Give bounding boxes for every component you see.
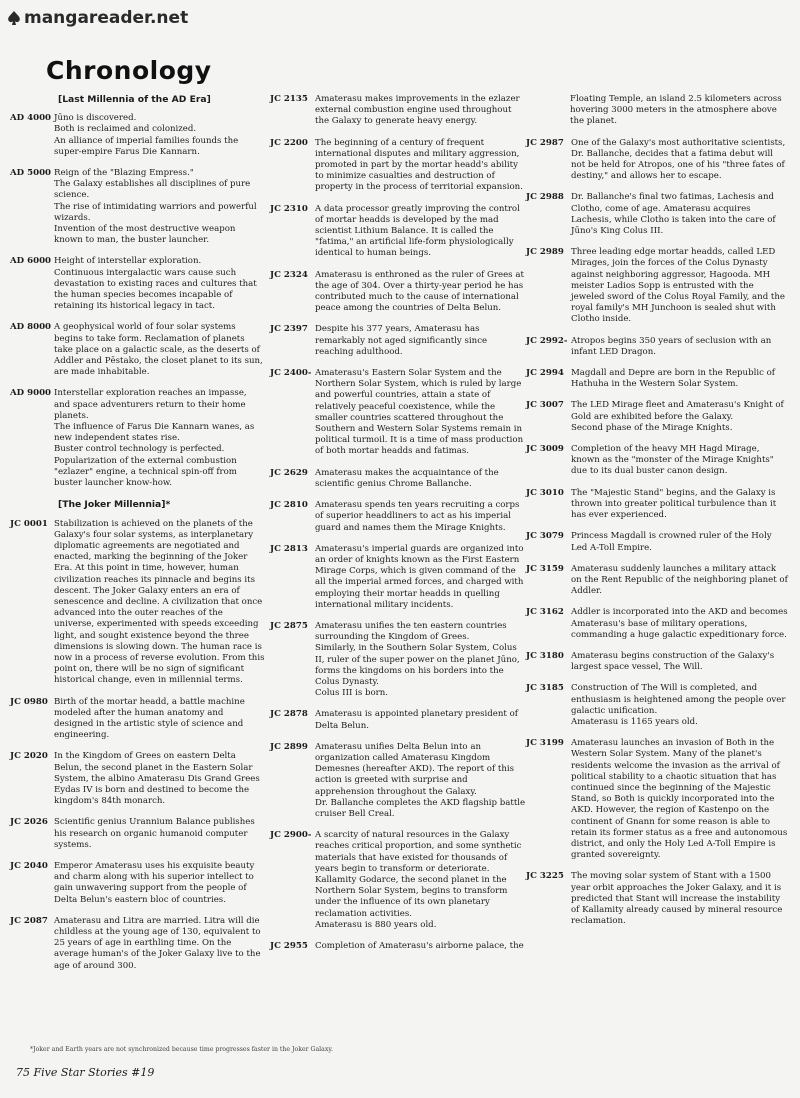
entry-date: JC 3180: [526, 650, 564, 661]
entry-text: Amaterasu begins construction of the Galaxy's largest space vessel, The Will.: [571, 650, 775, 673]
entry-text: Scientific genius Urannium Balance publishes his research on organic humanoid computer systems.: [54, 817, 255, 850]
entry-text: Amaterasu's Eastern Solar System and the Northern Solar System, which is ruled by large and powerful countries, attain a state of relatively peaceful coexistence, while the smaller countries scattered throughout the Southern and Western Solar Systems remain in political turmoil. It is a time of mass production of both mortar headds and fatimas.: [315, 368, 524, 457]
entry-text: Despite his 377 years, Amaterasu has remarkably not aged significantly since reaching adulthood.: [315, 324, 488, 357]
timeline-entry: [526, 247, 788, 325]
timeline-entry: [10, 697, 265, 742]
timeline-entry: [526, 531, 788, 553]
entry-date: JC 2875: [270, 620, 308, 631]
timeline-entry: [270, 544, 528, 611]
timeline-entry: [10, 751, 265, 807]
entry-text: Amaterasu is appointed planetary president of Delta Belun.: [315, 709, 518, 731]
timeline-entry: [526, 683, 788, 728]
section-heading-ad-era: [Last Millennia of the AD Era]: [58, 94, 211, 105]
entry-date: JC 2310: [270, 203, 308, 214]
timeline-entry: [526, 336, 788, 358]
timeline-entry: [10, 916, 265, 972]
entry-date: AD 6000: [10, 256, 52, 267]
entry-text: A geophysical world of four solar systems begins to take form. Reclamation of planets take place on a galactic scale, as the deserts of Addler and Pēstako, the closet planet to its sun, are made inhabitable.: [54, 322, 263, 378]
entry-text: Amaterasu is enthroned as the ruler of Grees at the age of 304. Over a thirty-year period he has contributed much to the cause of international peace among the countries of Delta Belun.: [315, 269, 524, 314]
entry-text: Completion of the heavy MH Hagd Mirage, known as the "monster of the Mirage Knights" due to its dual buster canon design.: [571, 444, 774, 477]
entry-text: Reign of the "Blazing Empress." The Galaxy establishes all disciplines of pure science. The rise of intimidating warriors and powerful wizards. Invention of the most destructive weapon known to man, the buster launcher.: [54, 168, 257, 246]
watermark: [6, 8, 188, 28]
timeline-entry: [10, 861, 265, 906]
timeline-entry: [270, 742, 528, 820]
entry-date: JC 2397: [270, 324, 308, 335]
entry-date: JC 2810: [270, 500, 308, 511]
entry-text: Amaterasu makes improvements in the ezlazer external combustion engine used throughout the Galaxy to generate heavy energy.: [315, 94, 520, 127]
timeline-entry: [526, 651, 788, 673]
timeline-entry: [526, 368, 788, 390]
entry-date: JC 2994: [526, 368, 564, 379]
timeline-entry: [10, 519, 265, 687]
col1-b-list: [10, 519, 265, 972]
column-2: [270, 94, 528, 962]
timeline-entry: [526, 871, 788, 927]
entry-text: Amaterasu and Litra are married. Litra will die childless at the young age of 130, equivalent to 25 years of age in earthling time. On the average human's of the Joker Galaxy live to the age of around 300.: [54, 915, 261, 971]
entry-date: JC 2989: [526, 247, 564, 258]
entry-date: JC 2899: [270, 741, 308, 752]
entry-text: Amaterasu unifies Delta Belun into an organization called Amaterasu Kingdom Demesnes (hereafter AKD). The report of this action is greeted with surprise and apprehension throughout the Galaxy. Dr. Ballanche completes the AKD flagship battle cruiser Bell Creal.: [315, 741, 526, 819]
timeline-entry: [270, 324, 528, 358]
timeline-entry: [270, 468, 528, 490]
footnote: *Joker and Earth years are not synchronized because time progresses faster in the Joker Galaxy.: [30, 1046, 333, 1053]
entry-text: Stabilization is achieved on the planets of the Galaxy's four solar systems, as interplanetary diplomatic agreements are negotiated and enacted, marking the beginning of the Joker Era. At this point in time, however, human civilization reaches its pinnacle and begins its descent. The Joker Galaxy enters an era of senescence and decline. A civilization that once advanced into the outer reaches of the universe, experimented with speeds exceeding light, and sought existence beyond the three dimensions is slowing down. The human race is now in a process of reverse evolution. From this point on, there will be no sign of significant historical change, even in millennial terms.: [54, 518, 265, 686]
entry-date: JC 2040: [10, 860, 48, 871]
entry-text: Atropos begins 350 years of seclusion with an infant LED Dragon.: [571, 335, 772, 357]
watermark-text: mangareader.net: [24, 8, 189, 28]
entry-text: A scarcity of natural resources in the Galaxy reaches critical proportion, and some synthetic materials that have existed for thousands of years begin to transform or deteriorate. Kallamity Godarce, the second planet in the Northern Solar System, begins to transform under the influence of its own planetary reclamation activities. Amaterasu is 880 years old.: [315, 830, 522, 930]
entry-text: Amaterasu suddenly launches a military attack on the Rent Republic of the neighboring planet of Addler.: [571, 563, 788, 597]
entry-date: JC 3185: [526, 683, 564, 694]
timeline-entry: [270, 621, 528, 699]
timeline-entry: [526, 400, 788, 434]
entry-date: JC 2629: [270, 467, 308, 478]
spade-logo-icon: [6, 10, 22, 26]
section-heading-joker: [The Joker Millennia]*: [58, 499, 171, 511]
timeline-entry: [270, 94, 528, 128]
timeline-entry: [10, 388, 265, 489]
entry-date: JC 2987: [526, 137, 564, 148]
entry-text: Amaterasu makes the acquaintance of the scientific genius Chrome Ballanche.: [315, 467, 499, 489]
timeline-entry: [10, 322, 265, 378]
entry-date: JC 2135: [270, 94, 308, 104]
entry-text: Amaterasu unifies the ten eastern countries surrounding the Kingdom of Grees. Similarly, in the Southern Solar System, Colus II, ruler of the super power on the planet Jūno, forms the kingdoms on his borders into the Colus Dynasty. Colus III is born.: [315, 620, 520, 699]
timeline-entry: [10, 256, 265, 312]
timeline-entry: [270, 830, 528, 931]
entry-text: Amaterasu spends ten years recruiting a corps of superior headdliners to act as his imperial guard and names them the Mirage Knights.: [315, 500, 520, 533]
entry-date: JC 2400-: [270, 368, 312, 379]
timeline-entry: [270, 204, 528, 260]
entry-date: AD 9000: [10, 388, 52, 399]
entry-text: Magdall and Depre are born in the Republic of Hathuha in the Western Solar System.: [571, 368, 775, 390]
entry-date: JC 3225: [526, 871, 564, 882]
page-title: Chronology: [46, 56, 212, 85]
entry-text: Completion of Amaterasu's airborne palace, the: [315, 941, 524, 951]
column-1: [10, 94, 265, 982]
entry-text: Emperor Amaterasu uses his exquisite beauty and charm along with his superior intellect to gain unwavering support from the people of Delta Belun's eastern bloc of countries.: [54, 860, 255, 905]
entry-date: JC 0980: [10, 696, 48, 707]
entry-text: The moving solar system of Stant with a 1500 year orbit approaches the Joker Galaxy, and it is predicted that Stant will increase the instability of Kallamity already caused by mineral resource reclamation.: [571, 871, 783, 927]
entry-text: Interstellar exploration reaches an impasse, and space adventurers return to their home planets. The influence of Farus Die Kannarn wanes, as new independent states rise. Buster control technology is perfected. Popularization of the external combustion "ezlazer" engine, a technical spin-off from buster launcher know-how.: [54, 388, 255, 489]
entry-date: JC 2020: [10, 751, 48, 762]
entry-text: Princess Magdall is crowned ruler of the Holy Led A-Toll Empire.: [571, 531, 772, 553]
timeline-entry: [270, 709, 528, 731]
timeline-entry: [526, 607, 788, 641]
entry-text: Amaterasu's imperial guards are organized into an order of knights known as the First Eastern Mirage Corps, which is given command of the all the imperial armed forces, and charged with employing their mortar headds in quelling international military incidents.: [315, 543, 524, 610]
timeline-entry: [526, 192, 788, 237]
entry-text: Dr. Ballanche's final two fatimas, Lachesis and Clotho, come of age. Amaterasu acquires Lachesis, while Clotho is taken into the care of Jūno's King Colus III.: [571, 192, 776, 237]
entry-text: A data processor greatly improving the control of mortar headds is developed by the mad scientist Lithium Balance. It is called the "fatima," an artificial life-form physiologically identical to human beings.: [315, 203, 520, 259]
column-3: [526, 94, 788, 937]
entry-date: JC 2992-: [526, 335, 568, 346]
entry-date: JC 3079: [526, 531, 564, 542]
entry-date: JC 3007: [526, 400, 564, 411]
timeline-entry: [526, 444, 788, 478]
timeline-entry: [526, 738, 788, 861]
entry-text: Three leading edge mortar headds, called LED Mirages, join the forces of the Colus Dynasty against neighboring aggressor, Hagooda. MH meister Ladios Sopp is entrusted with the jeweled sword of the Colus Royal Family, and the royal family's MH Junchoon is sealed shut with Clotho inside.: [571, 247, 785, 325]
col1-a-list: [10, 113, 265, 489]
timeline-entry: [270, 500, 528, 534]
continued-entry-text: Floating Temple, an island 2.5 kilometers across hovering 3000 meters in the atmosphere above the planet.: [570, 94, 782, 127]
entry-date: JC 2087: [10, 915, 48, 926]
entry-date: JC 2988: [526, 192, 564, 203]
entry-date: AD 5000: [10, 168, 52, 179]
entry-text: The "Majestic Stand" begins, and the Galaxy is thrown into greater political turbulence than it has ever experienced.: [571, 487, 777, 521]
entry-date: JC 2324: [270, 269, 308, 280]
entry-date: AD 8000: [10, 322, 52, 333]
timeline-entry: [10, 817, 265, 851]
entry-text: Addler is incorporated into the AKD and becomes Amaterasu's base of military operations, commanding a huge galactic expeditionary force.: [571, 607, 788, 640]
entry-text: In the Kingdom of Grees on eastern Delta Belun, the second planet in the Eastern Solar System, the albino Amaterasu Dis Grand Grees Eydas IV is born and destined to become the kingdom's 84th monarch.: [54, 751, 260, 807]
entry-text: The LED Mirage fleet and Amaterasu's Knight of Gold are exhibited before the Galaxy. Second phase of the Mirage Knights.: [571, 400, 784, 433]
timeline-entry: [526, 488, 788, 522]
entry-date: JC 2813: [270, 543, 308, 554]
timeline-entry: [526, 564, 788, 598]
timeline-entry: [270, 138, 528, 194]
entry-text: Birth of the mortar headd, a battle machine modeled after the human anatomy and designed in the artistic style of science and engineering.: [54, 696, 245, 741]
entry-date: AD 4000: [10, 113, 52, 124]
entry-date: JC 2955: [270, 941, 308, 951]
entry-text: The beginning of a century of frequent international disputes and military aggression, promoted in part by the mortar headd's ability to minimize casualties and destruction of property in the process of territorial expansion.: [315, 137, 523, 193]
col2-list: [270, 94, 528, 952]
entry-text: One of the Galaxy's most authoritative scientists, Dr. Ballanche, decides that a fatima debut will not be held for Atropos, one of his "three fates of destiny," and allows her to escape.: [571, 137, 786, 182]
entry-text: Height of interstellar exploration. Continuous intergalactic wars cause such devastation to existing races and cultures that the human species becomes incapable of retaining its historical legacy in tact.: [54, 256, 257, 312]
entry-date: JC 3199: [526, 738, 564, 749]
page-number: 75 Five Star Stories #19: [16, 1066, 155, 1079]
entry-date: JC 2878: [270, 709, 308, 720]
timeline-entry: [270, 368, 528, 458]
timeline-entry: [10, 113, 265, 158]
entry-date: JC 2900-: [270, 830, 312, 841]
entry-date: JC 2200: [270, 137, 308, 148]
entry-date: JC 3009: [526, 444, 564, 455]
entry-text: Jūno is discovered. Both is reclaimed and colonized. An alliance of imperial families founds the super-empire Farus Die Kannarn.: [54, 113, 239, 157]
col3-list: [526, 138, 788, 928]
timeline-entry: [10, 168, 265, 246]
entry-date: JC 2026: [10, 817, 48, 828]
timeline-entry: [270, 941, 528, 952]
entry-date: JC 3159: [526, 563, 564, 574]
entry-date: JC 3162: [526, 607, 564, 618]
entry-text: Construction of The Will is completed, and enthusiasm is heightened among the people over galactic unification. Amaterasu is 1165 years old.: [571, 683, 786, 727]
entry-text: Amaterasu launches an invasion of Both in the Western Solar System. Many of the planet's residents welcome the invasion as the arrival of political stability to a chaotic situation that has continued since the beginning of the Majestic Stand, so Both is quickly incorporated into the AKD. However, the region of Kastenpo on the continent of Gnann for some reason is able to retain its former status as a free and autonomous district, and only the Holy Led A-Toll Empire is granted sovereignty.: [571, 738, 788, 861]
timeline-entry: [270, 270, 528, 315]
entry-date: JC 3010: [526, 487, 564, 498]
entry-date: JC 0001: [10, 518, 48, 529]
timeline-entry: [526, 138, 788, 183]
